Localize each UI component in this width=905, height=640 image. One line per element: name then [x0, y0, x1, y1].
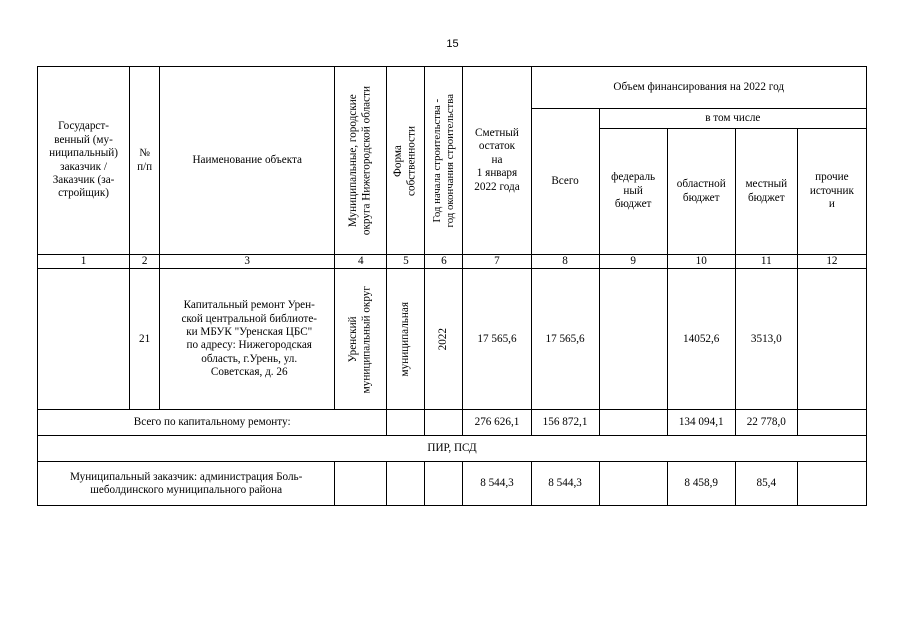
header-years: Год начала строительства - год окончания строительства — [425, 67, 463, 255]
header-number: № п/п — [130, 67, 160, 255]
row-customer — [38, 269, 130, 410]
column-number: 4 — [335, 255, 387, 269]
row-regional: 14052,6 — [667, 269, 735, 410]
column-number: 5 — [387, 255, 425, 269]
row-estimate: 17 565,6 — [463, 269, 531, 410]
header-funding: Объем финансирования на 2022 год — [531, 67, 866, 109]
customer-empty — [425, 462, 463, 506]
header-federal: федераль ный бюджет — [599, 129, 667, 255]
section-row — [38, 436, 867, 462]
column-number: 7 — [463, 255, 531, 269]
row-total: 17 565,6 — [531, 269, 599, 410]
customer-row — [38, 462, 867, 506]
total-total: 156 872,1 — [531, 410, 599, 436]
total-estimate: 276 626,1 — [463, 410, 531, 436]
row-local: 3513,0 — [735, 269, 797, 410]
customer-total: 8 544,3 — [531, 462, 599, 506]
customer-regional: 8 458,9 — [667, 462, 735, 506]
row-ownership: муниципальная — [387, 269, 425, 410]
row-district: Уренский муниципальный округ — [335, 269, 387, 410]
total-empty — [425, 410, 463, 436]
header-ownership: Форма собственности — [387, 67, 425, 255]
column-number: 3 — [160, 255, 335, 269]
column-number: 11 — [735, 255, 797, 269]
header-total: Всего — [531, 109, 599, 255]
row-other — [797, 269, 866, 410]
customer-empty — [335, 462, 387, 506]
total-local: 22 778,0 — [735, 410, 797, 436]
customer-estimate: 8 544,3 — [463, 462, 531, 506]
customer-local: 85,4 — [735, 462, 797, 506]
column-number: 8 — [531, 255, 599, 269]
column-number: 10 — [667, 255, 735, 269]
customer-other — [797, 462, 866, 506]
header-row-1 — [38, 67, 867, 109]
column-numbers-row — [38, 255, 867, 269]
column-number: 6 — [425, 255, 463, 269]
header-object-name: Наименование объекта — [160, 67, 335, 255]
column-number: 1 — [38, 255, 130, 269]
total-other — [797, 410, 866, 436]
section-title: ПИР, ПСД — [38, 436, 867, 462]
header-local: местный бюджет — [735, 129, 797, 255]
total-row — [38, 410, 867, 436]
header-customer: Государст- венный (му- ниципальный) заказчик / Заказчик (за- стройщик) — [38, 67, 130, 255]
header-estimate: Сметный остаток на 1 января 2022 года — [463, 67, 531, 255]
table-row — [38, 269, 867, 410]
financing-table — [37, 66, 867, 506]
total-regional: 134 094,1 — [667, 410, 735, 436]
column-number: 9 — [599, 255, 667, 269]
header-regional: областной бюджет — [667, 129, 735, 255]
row-object-name: Капитальный ремонт Урен- ской центральной библиоте- ки МБУК "Уренская ЦБС" по адресу: Нижегородская область, г.Урень, ул. Советская, д. 26 — [160, 269, 335, 410]
customer-federal — [599, 462, 667, 506]
column-number: 12 — [797, 255, 866, 269]
header-other: прочие источник и — [797, 129, 866, 255]
header-including: в том числе — [599, 109, 866, 129]
row-year: 2022 — [425, 269, 463, 410]
total-federal — [599, 410, 667, 436]
total-label: Всего по капитальному ремонту: — [38, 410, 387, 436]
customer-label: Муниципальный заказчик: администрация Боль- шеболдинского муниципального района — [38, 462, 335, 506]
page-number: 15 — [446, 38, 459, 50]
customer-empty — [387, 462, 425, 506]
column-number: 2 — [130, 255, 160, 269]
header-district: Муниципальные, городские округа Нижегородской области — [335, 67, 387, 255]
row-number: 21 — [130, 269, 160, 410]
total-empty — [387, 410, 425, 436]
row-federal — [599, 269, 667, 410]
